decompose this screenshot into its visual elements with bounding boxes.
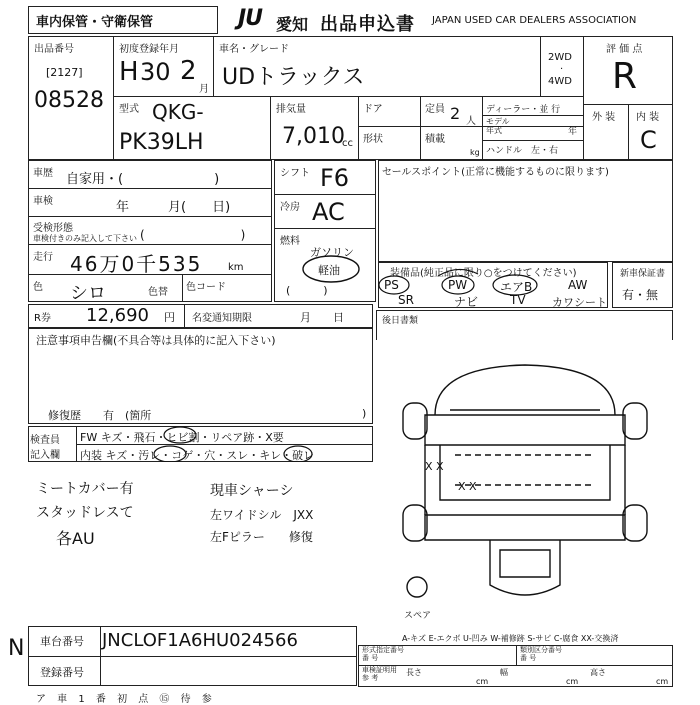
equip-aw: AW: [568, 278, 588, 292]
lot-label: 出品番号: [34, 44, 74, 55]
width-label: 幅: [500, 668, 508, 677]
equip-sr: SR: [398, 293, 414, 307]
history-label: 車歴: [33, 168, 53, 179]
recycle-value: 12,690: [86, 305, 149, 326]
first-reg-label: 初度登録年月: [119, 44, 179, 55]
divider: [420, 96, 421, 160]
fuel-diesel: 軽油: [318, 264, 340, 277]
divider: [583, 36, 584, 160]
equipment-circles: [378, 262, 608, 308]
drive-2wd: 2WD: [548, 52, 572, 63]
equip-ps: PS: [384, 278, 399, 292]
divider: [540, 36, 541, 96]
kg-unit: kg: [470, 148, 480, 157]
sales-point-label: セールスポイント(正常に機能するものに限ります): [382, 167, 609, 178]
mileage-label: 走行: [33, 252, 53, 263]
diagram-mark-1: X X: [425, 460, 444, 473]
divider: [482, 115, 583, 116]
diagram-legend: A-キズ E-エクボ U-凹み W-補修跡 S-サビ C-腐食 XX-交換済: [402, 634, 619, 643]
lot-number: 08528: [34, 88, 104, 113]
inspection-value: 年 月( 日): [116, 200, 231, 215]
after-docs-label: 後日書類: [382, 316, 419, 326]
grade-label: 評 価 点: [606, 44, 643, 55]
divider: [182, 274, 183, 302]
capacity-value: 2: [450, 104, 461, 123]
hand-note-3: 各AU: [56, 529, 95, 548]
type-label: 形式指定番号 番 号: [362, 646, 404, 662]
equipment-label: 装備品(純正品に限り○をつけてください): [390, 268, 577, 279]
interior-value: C: [640, 126, 657, 154]
car-name-label: 車名・グレード: [219, 44, 289, 55]
hand-note-right-1: 現車シャーシ: [210, 483, 294, 499]
diagram-mark-2: X X: [458, 480, 477, 493]
color-label: 色: [33, 282, 43, 293]
first-reg-year: 30: [140, 58, 171, 86]
length-cm: cm: [476, 677, 489, 686]
hand-note-1: ミートカバー有: [36, 481, 134, 497]
dealer-label: ディーラー・並 行: [486, 105, 561, 115]
divider: [28, 656, 357, 657]
color-code-label: 色コード: [186, 282, 226, 293]
model-line2: PK39LH: [119, 130, 204, 155]
ac-value: AC: [312, 198, 345, 226]
capacity-unit: 人: [466, 116, 476, 127]
first-reg-era: H: [119, 57, 139, 87]
exterior-label: 外 装: [592, 112, 616, 123]
shift-value: F6: [320, 164, 350, 192]
model-label: 型式: [119, 104, 139, 115]
divider: [274, 194, 376, 195]
recycle-yen: 円: [164, 311, 175, 324]
repair-close: ): [362, 407, 367, 420]
spare-label: スペア: [404, 611, 432, 621]
inspector-label: 検査員: [30, 435, 60, 446]
hand-note-right-3: 左Fピラー 修復: [210, 530, 313, 544]
mileage-value: 46万0千535: [70, 252, 203, 276]
divider: [270, 96, 271, 160]
handle-label: ハンドル 左・右: [486, 146, 559, 156]
chassis-value: JNCLOF1A6HU024566: [102, 630, 298, 651]
cc-unit: cc: [342, 138, 353, 149]
first-reg-month: 2: [180, 56, 197, 86]
divider: [184, 304, 185, 328]
fw-line: FW キズ・飛石・ヒビ割・リペア跡・X要: [80, 431, 284, 444]
equip-airbag: エアB: [500, 280, 533, 294]
history-value: 自家用・( ): [66, 172, 220, 187]
height-label: 高さ: [590, 668, 606, 677]
fuel-label: 燃料: [280, 236, 300, 247]
ju-logo-text: JU: [238, 6, 263, 31]
divider: [28, 188, 272, 189]
form-title: 出品申込書: [320, 14, 415, 35]
accept-paren: ( ): [140, 228, 246, 242]
after-docs-box: [376, 310, 673, 340]
interior-label: 内 装: [636, 112, 660, 123]
color-value: シロ: [70, 283, 106, 304]
length-label: 長さ: [406, 668, 422, 677]
divider: [628, 104, 629, 160]
fuel-paren: ( ): [286, 284, 328, 297]
interior-line: 内装 キズ・汚レ・コゲ・穴・スレ・キレ・破レ: [80, 449, 315, 462]
load-label: 積載: [425, 134, 445, 145]
car-diagram: [395, 355, 655, 615]
category-label: 類別区分番号 番 号: [520, 646, 562, 662]
car-name: UDトラックス: [222, 65, 365, 90]
divider: [28, 244, 272, 245]
equip-seat: カワシート: [552, 296, 607, 309]
warranty-label: 新車保証書: [620, 269, 666, 279]
model-line1: QKG-: [152, 100, 204, 124]
chassis-n-mark: N: [8, 636, 25, 661]
displacement-value: 7,010: [282, 124, 345, 149]
grade-value: R: [612, 56, 638, 97]
notes-label: 注意事項申告欄(不具合等は具体的に記入下さい): [36, 334, 276, 347]
equip-pw: PW: [448, 278, 468, 292]
first-reg-month-unit: 月: [199, 84, 209, 95]
divider: [358, 96, 359, 160]
association-name: JAPAN USED CAR DEALERS ASSOCIATION: [432, 15, 637, 26]
door-label: ドア: [363, 104, 383, 115]
year-unit: 年: [568, 127, 578, 137]
ju-logo: [238, 6, 262, 31]
footer-row: ア 車 1 番 初 点 ⑮ 待 参: [36, 694, 216, 705]
width-cm: cm: [566, 677, 579, 686]
entry-label: 記入欄: [30, 450, 60, 461]
shift-label: シフト: [280, 168, 310, 179]
cert-label: 車検証明用 参 考: [362, 666, 397, 682]
reg-label: 登録番号: [40, 666, 84, 679]
repair-label: 修復歴 有 (箇所: [48, 409, 152, 422]
ac-label: 冷房: [280, 202, 300, 213]
inspection-label: 車検: [33, 196, 53, 207]
org-name: 愛知: [276, 15, 309, 34]
equip-navi: ナビ: [454, 295, 479, 309]
shape-label: 形状: [363, 134, 383, 145]
divider: [274, 228, 376, 229]
divider: [213, 36, 214, 96]
chassis-label: 車台番号: [40, 635, 84, 648]
inspector-circles: [76, 426, 373, 462]
hand-note-2: スタッドレスて: [36, 505, 134, 521]
divider: [516, 645, 517, 665]
divider: [113, 96, 583, 97]
displacement-label: 排気量: [276, 104, 306, 115]
warranty-value: 有・無: [622, 288, 659, 302]
divider: [358, 665, 673, 666]
fuel-diesel-circle: [300, 254, 362, 284]
capacity-label: 定員: [425, 104, 445, 115]
fuel-gas: ガソリン: [310, 246, 354, 259]
notify-value: 月 日: [300, 311, 344, 324]
equip-tv: TV: [510, 293, 526, 307]
drive-dot: ·: [560, 64, 564, 75]
divider: [482, 96, 483, 160]
color-no-label: 色替: [148, 287, 168, 298]
divider: [28, 216, 272, 217]
accept-note: 車検付きのみ記入して下さい: [33, 234, 137, 243]
height-cm: cm: [656, 677, 669, 686]
accept-label: 受検形態: [33, 223, 73, 234]
divider: [113, 36, 114, 160]
hand-note-right-2: 左ワイドシル JXX: [210, 508, 314, 522]
recycle-label: R券: [34, 313, 51, 324]
lot-small: [2127]: [46, 66, 83, 79]
model-year-label: モデル 年式: [486, 117, 510, 135]
drive-4wd: 4WD: [548, 76, 572, 87]
notify-label: 名変通知期限: [192, 313, 252, 324]
storage-label: 車内保管・守衛保管: [36, 15, 154, 30]
km-unit: km: [228, 262, 244, 273]
divider: [482, 140, 583, 141]
